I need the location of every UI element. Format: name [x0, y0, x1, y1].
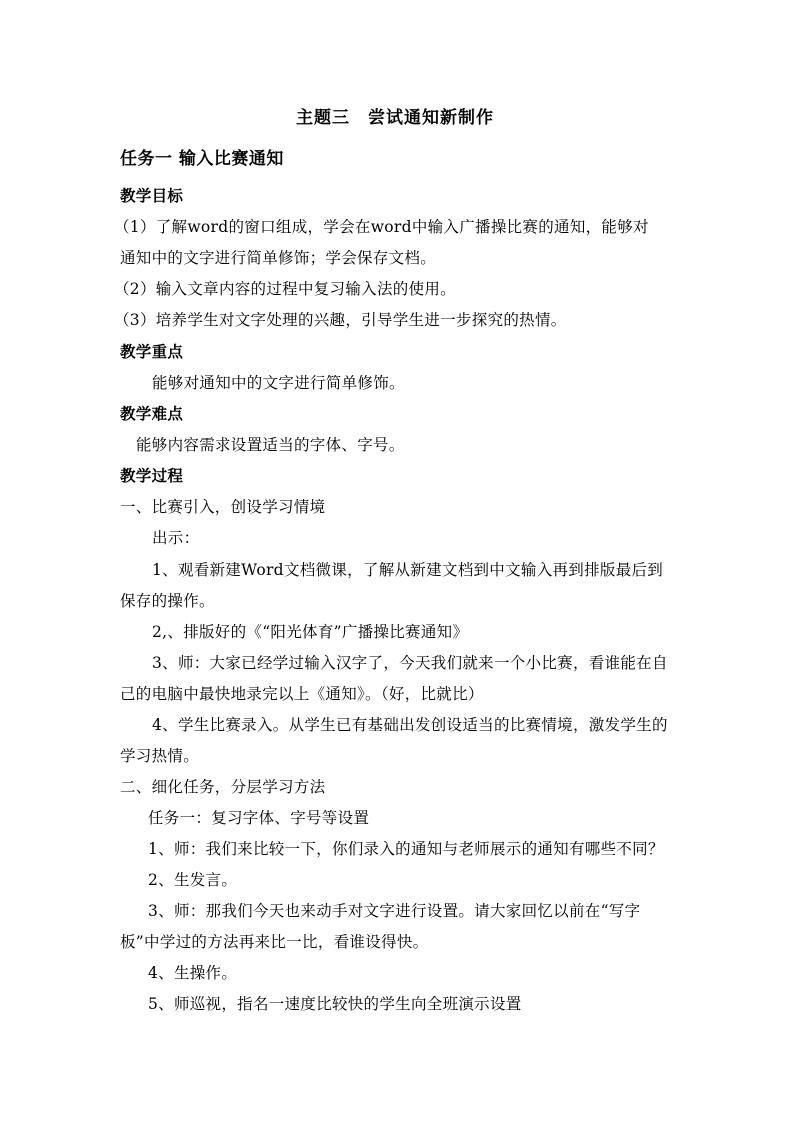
- key-points-text: 能够对通知中的文字进行简单修饰。: [152, 374, 405, 392]
- process-line: 学习热情。: [120, 747, 200, 765]
- process-line: 板”中学过的方法再来比一比，看谁设得快。: [120, 933, 429, 951]
- process-line: 2,、排版好的《“阳光体育”广播操比赛通知》: [152, 623, 469, 641]
- objectives-heading: 教学目标: [120, 186, 184, 205]
- process-heading: 教学过程: [120, 466, 184, 485]
- task-label: 任务一：复习字体、字号等设置: [148, 809, 370, 827]
- process-line: 3、师：大家已经学过输入汉字了，今天我们就来一个小比赛，看谁能在自: [152, 654, 668, 672]
- key-points-heading: 教学重点: [120, 342, 184, 361]
- process-line: 己的电脑中最快地录完以上《通知》。（好，比就比）: [120, 685, 484, 703]
- process-line: 4、生操作。: [148, 964, 238, 982]
- process-line: 2、生发言。: [148, 871, 238, 889]
- objective-line: （1）了解word的窗口组成，学会在word中输入广播操比赛的通知，能够对: [114, 218, 649, 236]
- objective-line: （2）输入文章内容的过程中复习输入法的使用。: [114, 280, 456, 298]
- process-line: 保存的操作。: [120, 592, 215, 610]
- show-label: 出示：: [152, 529, 200, 547]
- section1-heading: 一、比赛引入，创设学习情境: [120, 498, 326, 516]
- difficulties-heading: 教学难点: [120, 404, 184, 423]
- document-title: 主题三 尝试通知新制作: [296, 108, 494, 128]
- process-line: 1、观看新建Word文档微课，了解从新建文档到中文输入再到排版最后到: [152, 561, 664, 579]
- difficulties-text: 能够内容需求设置适当的字体、字号。: [136, 436, 405, 454]
- process-line: 4、学生比赛录入。从学生已有基础出发创设适当的比赛情境，激发学生的: [152, 716, 668, 734]
- task1-heading: 任务一 输入比赛通知: [120, 149, 284, 169]
- section2-heading: 二、细化任务，分层学习方法: [120, 778, 326, 796]
- process-line: 3、师：那我们今天也来动手对文字进行设置。请大家回忆以前在“写字: [148, 902, 641, 920]
- objective-line: 通知中的文字进行简单修饰；学会保存文档。: [120, 249, 437, 267]
- objective-line: （3）培养学生对文字处理的兴趣，引导学生进一步探究的热情。: [114, 311, 567, 329]
- process-line: 5、师巡视，指名一速度比较快的学生向全班演示设置: [148, 995, 522, 1013]
- process-line: 1、师：我们来比较一下，你们录入的通知与老师展示的通知有哪些不同？: [148, 840, 664, 858]
